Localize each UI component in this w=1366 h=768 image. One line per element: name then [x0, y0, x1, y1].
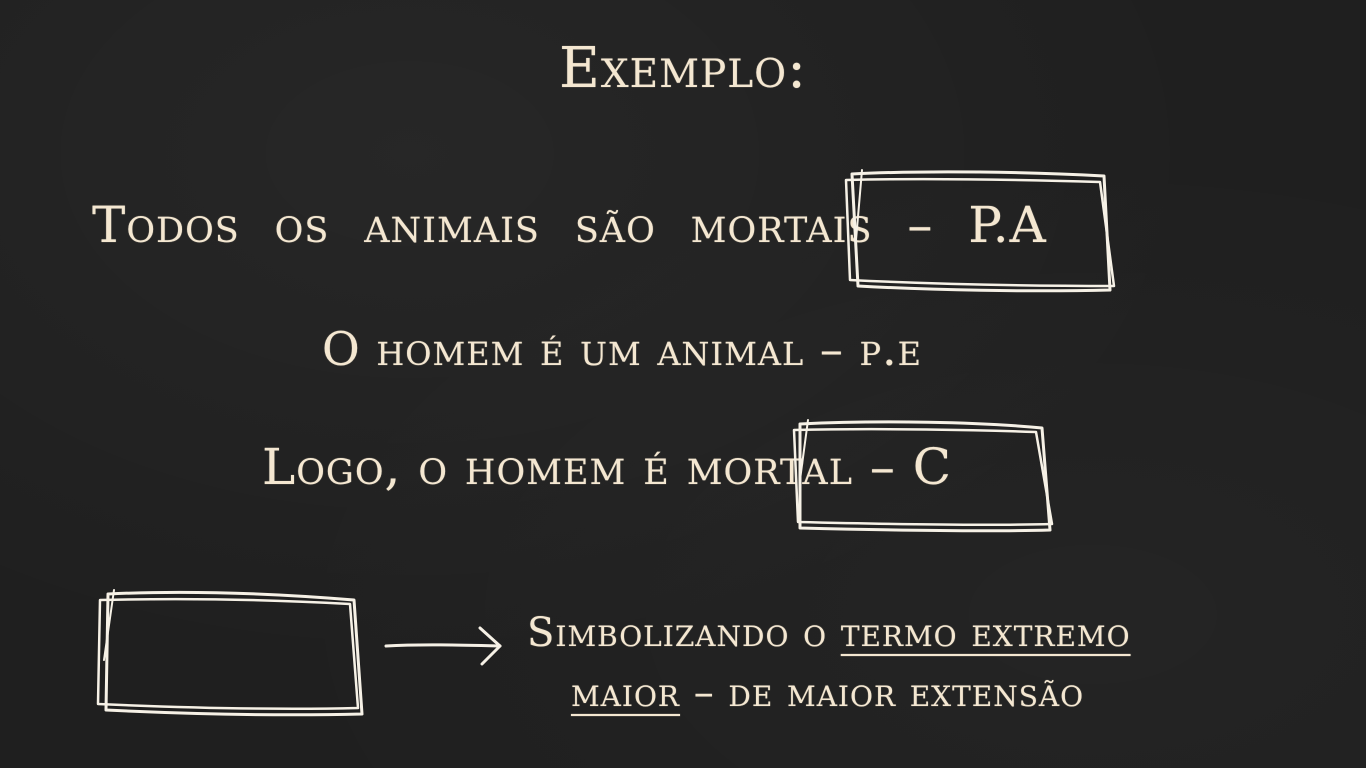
- legend-underlined-maior: maior: [571, 670, 680, 716]
- major-premise-label: – P.A: [907, 196, 1047, 254]
- slide-title: Exemplo:: [558, 36, 808, 101]
- arrow-right-icon: [386, 628, 500, 664]
- conclusion: [262, 438, 952, 496]
- major-term-highlight: mortais: [690, 196, 873, 254]
- minor-premise: O homem é um animal – p.e: [322, 322, 922, 376]
- conclusion-label: – C: [869, 438, 952, 496]
- conclusion-highlight: mortal: [686, 438, 853, 496]
- conclusion-text: Logo, o homem é: [262, 438, 670, 496]
- legend-prefix: Simbolizando o: [527, 610, 828, 656]
- major-premise-part2: animais: [364, 196, 540, 254]
- major-premise: [92, 196, 1047, 254]
- legend-line-2: [571, 670, 1084, 716]
- legend-line-1: [527, 610, 1131, 656]
- legend-underlined-term: termo extremo: [840, 610, 1131, 656]
- legend-box-icon: [98, 590, 362, 715]
- major-premise-part1: Todos os: [92, 196, 330, 254]
- major-premise-part3: são: [574, 196, 656, 254]
- legend-rest: – de maior extensão: [693, 670, 1085, 716]
